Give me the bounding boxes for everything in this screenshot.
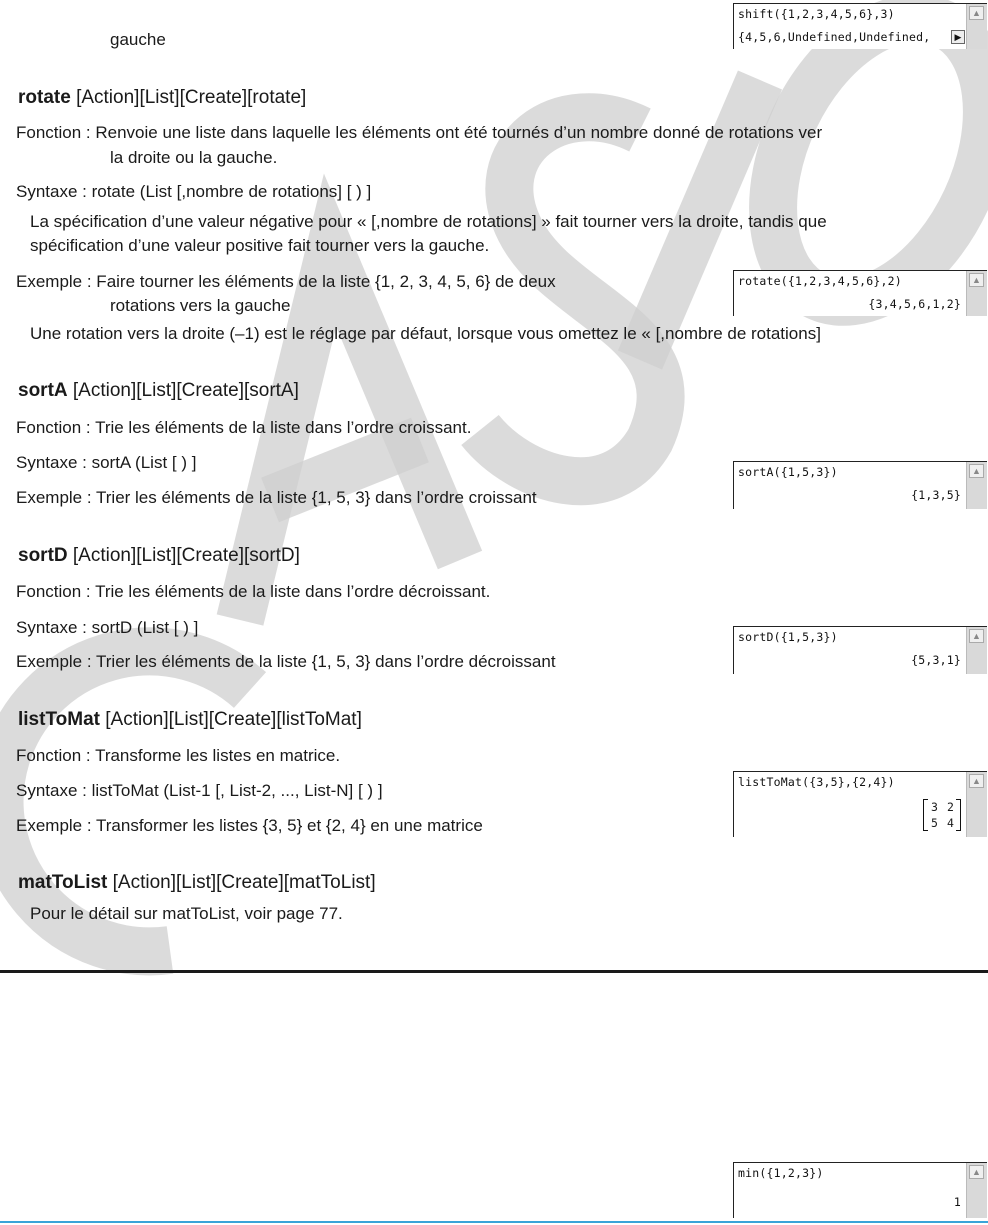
rotate-syntaxe: Syntaxe : rotate (List [,nombre de rotations] [ ) ] xyxy=(16,182,372,201)
scroll-up-icon[interactable]: ▲ xyxy=(969,1165,984,1179)
listToMat-fonction: Fonction : Transforme les listes en matrice. xyxy=(16,746,341,765)
rotate-title: rotate [Action][List][Create][rotate] xyxy=(18,87,307,108)
result-matrix xyxy=(923,799,961,831)
rotate-calc-screen xyxy=(733,270,987,316)
scrollbar[interactable] xyxy=(966,1163,987,1218)
listToMat-syntaxe: Syntaxe : listToMat (List-1 [, List-2, ..., List-N] [ ) ] xyxy=(16,781,383,800)
calc-input: listToMat({3,5},{2,4}) xyxy=(738,775,895,789)
shift-calc-screen xyxy=(733,3,987,49)
rotate-fonction-cont: la droite ou la gauche. xyxy=(110,148,278,167)
calc-input: rotate({1,2,3,4,5,6},2) xyxy=(738,274,902,288)
calc-input: shift({1,2,3,4,5,6},3) xyxy=(738,7,895,21)
watermark-letter-s xyxy=(480,117,661,481)
matrix-cell: 4 xyxy=(947,816,954,830)
scroll-up-icon[interactable]: ▲ xyxy=(969,629,984,643)
scroll-up-icon[interactable]: ▲ xyxy=(969,464,984,478)
calc-input: sortD({1,5,3}) xyxy=(738,630,838,644)
calc-input: min({1,2,3}) xyxy=(738,1166,824,1180)
scrollbar[interactable] xyxy=(966,271,987,316)
calc-output: 1 xyxy=(953,1195,961,1209)
min-calc-screen xyxy=(733,1162,987,1218)
matrix-cell: 3 xyxy=(931,800,938,814)
right-arrow-icon[interactable]: ▶ xyxy=(951,30,965,44)
sortD-syntaxe: Syntaxe : sortD (List [ ) ] xyxy=(16,618,199,637)
listToMat-calc-screen xyxy=(733,771,987,837)
listToMat-title: listToMat [Action][List][Create][listToMat] xyxy=(18,709,362,730)
sortA-exemple: Exemple : Trier les éléments de la liste {1, 5, 3} dans l’ordre croissant xyxy=(16,488,537,507)
sortD-title: sortD [Action][List][Create][sortD] xyxy=(18,545,300,566)
calc-output: {4,5,6,Undefined,Undefined, xyxy=(738,30,931,44)
scroll-up-icon[interactable]: ▲ xyxy=(969,774,984,788)
scroll-up-icon[interactable]: ▲ xyxy=(969,6,984,20)
rotate-fonction: Fonction : Renvoie une liste dans laquelle les éléments ont été tournés d’un nombre donné de rotations ver xyxy=(16,123,823,142)
matToList-note: Pour le détail sur matToList, voir page 77. xyxy=(30,904,343,923)
scrollbar[interactable] xyxy=(966,462,987,509)
sortA-fonction: Fonction : Trie les éléments de la liste dans l’ordre croissant. xyxy=(16,418,472,437)
scroll-up-icon[interactable]: ▲ xyxy=(969,273,984,287)
scrollbar[interactable] xyxy=(966,627,987,674)
calc-output: {1,3,5} xyxy=(911,488,961,502)
sortD-calc-screen xyxy=(733,626,987,674)
matrix-cell: 5 xyxy=(931,816,938,830)
rotate-note-cont: spécification d’une valeur positive fait tourner vers la gauche. xyxy=(30,236,490,255)
sortA-syntaxe: Syntaxe : sortA (List [ ) ] xyxy=(16,453,197,472)
sortD-exemple: Exemple : Trier les éléments de la liste {1, 5, 3} dans l’ordre décroissant xyxy=(16,652,556,671)
rotate-default-note: Une rotation vers la droite (–1) est le réglage par défaut, lorsque vous omettez le « [,nombre de rotations] xyxy=(30,324,821,343)
page-bottom-rule xyxy=(0,1221,988,1223)
calc-output: {5,3,1} xyxy=(911,653,961,667)
scrollbar[interactable] xyxy=(966,772,987,837)
sortA-title: sortA [Action][List][Create][sortA] xyxy=(18,380,299,401)
scrollbar[interactable] xyxy=(966,4,987,49)
rotate-exemple: Exemple : Faire tourner les éléments de la liste {1, 2, 3, 4, 5, 6} de deux xyxy=(16,272,556,291)
calc-input: sortA({1,5,3}) xyxy=(738,465,838,479)
listToMat-exemple: Exemple : Transformer les listes {3, 5} et {2, 4} en une matrice xyxy=(16,816,483,835)
rotate-note: La spécification d’une valeur négative pour « [,nombre de rotations] » fait tourner vers la droite, tandis que xyxy=(30,212,827,231)
matrix-cell: 2 xyxy=(947,800,954,814)
matToList-title: matToList [Action][List][Create][matToList] xyxy=(18,872,376,893)
sortA-calc-screen xyxy=(733,461,987,509)
shift-example-tail: gauche xyxy=(110,30,166,49)
rotate-exemple-cont: rotations vers la gauche xyxy=(110,296,291,315)
sortD-fonction: Fonction : Trie les éléments de la liste dans l’ordre décroissant. xyxy=(16,582,491,601)
calc-output: {3,4,5,6,1,2} xyxy=(868,297,961,311)
section-divider xyxy=(0,970,988,973)
